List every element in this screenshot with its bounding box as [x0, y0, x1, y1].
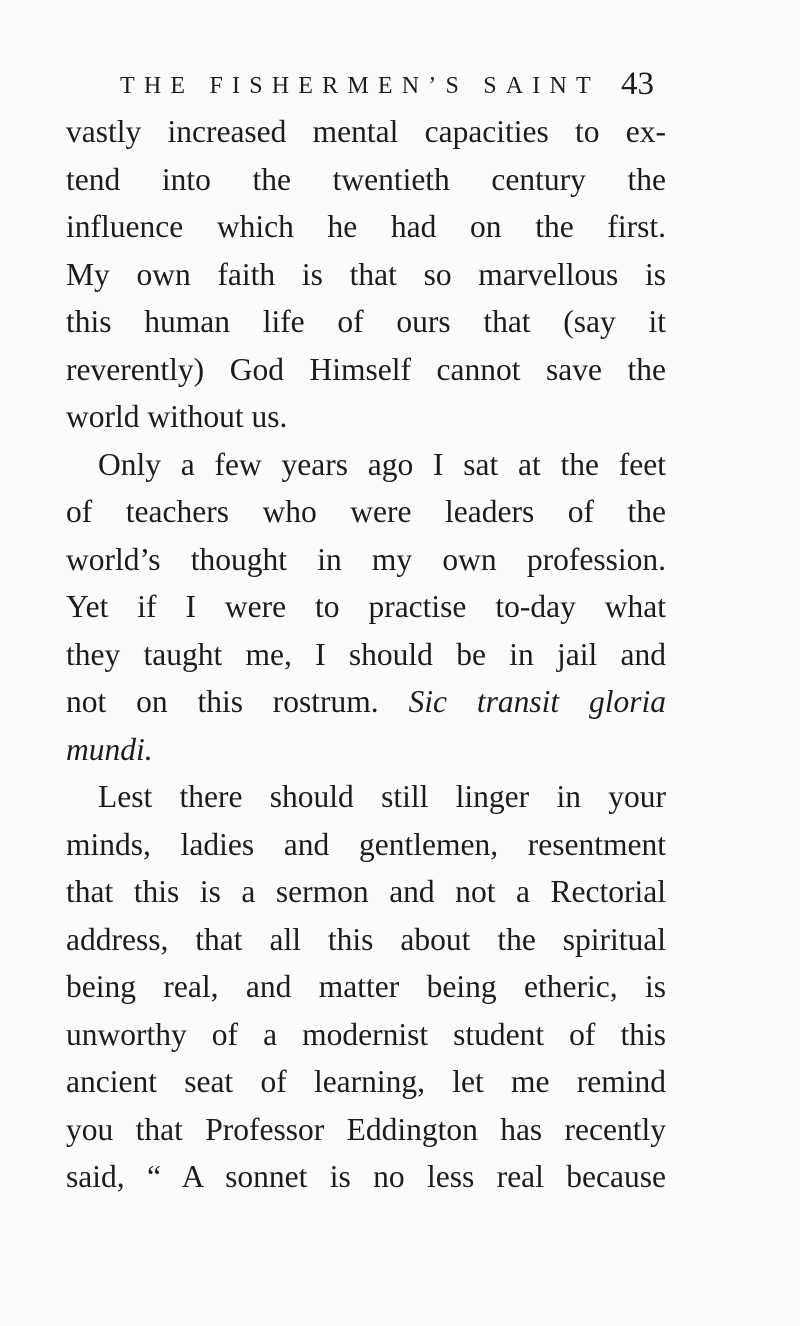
- latin-phrase: Sic transit gloria: [408, 684, 666, 719]
- text-line: mundi.: [66, 731, 153, 767]
- text-line: that this is a sermon and not a Rectorial: [66, 874, 666, 909]
- text-line: Lest there should still linger in your: [98, 779, 666, 814]
- text-line: this human life of ours that (say it: [66, 304, 666, 339]
- text-line: being real, and matter being etheric, is: [66, 969, 666, 1004]
- text-line: tend into the twentieth century the: [66, 161, 666, 197]
- text-line: Yet if I were to practise to-day what: [66, 589, 666, 624]
- text-line: said, “ A sonnet is no less real because: [66, 1159, 666, 1194]
- text-line: [66, 678, 666, 726]
- text-line: My own faith is that so marvellous is: [66, 256, 666, 292]
- page-number: 43: [621, 66, 654, 102]
- running-head: [120, 66, 660, 106]
- text-line: Only a few years ago I sat at the feet: [98, 446, 666, 482]
- body-text: [66, 108, 666, 1201]
- text-line: you that Professor Eddington has recently: [66, 1111, 666, 1147]
- text-line: world’s thought in my own profession.: [66, 541, 666, 577]
- text-line: ancient seat of learning, let me remind: [66, 1064, 666, 1099]
- text-segment: not on this rostrum.: [66, 684, 379, 719]
- text-line: they taught me, I should be in jail and: [66, 636, 666, 672]
- text-line: world without us.: [66, 399, 288, 434]
- text-line: influence which he had on the first.: [66, 209, 666, 244]
- text-line: reverently) God Himself cannot save the: [66, 351, 666, 387]
- text-line: of teachers who were leaders of the: [66, 494, 666, 529]
- running-title: THE FISHERMEN’S SAINT: [120, 73, 600, 99]
- text-line: vastly increased mental capacities to ex-: [66, 114, 666, 149]
- text-line: minds, ladies and gentlemen, resentment: [66, 826, 666, 862]
- text-line: unworthy of a modernist student of this: [66, 1016, 666, 1052]
- text-line: address, that all this about the spiritual: [66, 921, 666, 957]
